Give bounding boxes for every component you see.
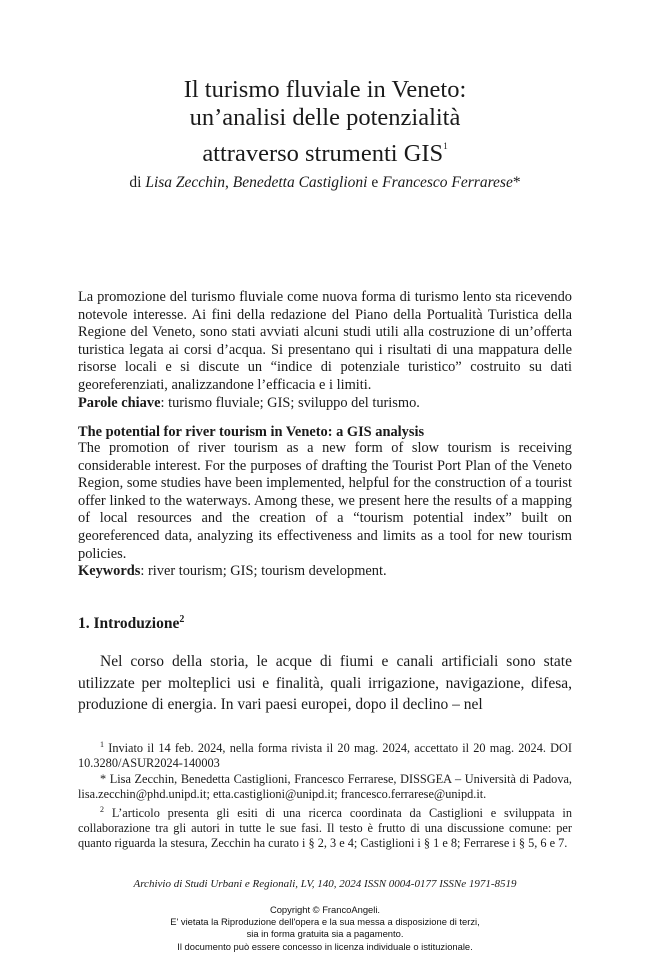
copyright-line-2: E' vietata la Riproduzione dell'opera e la sua messa a disposizione di terzi, [170, 916, 480, 928]
abstract-italian [78, 289, 572, 412]
section-footnote-mark[interactable]: 2 [179, 614, 185, 625]
author-name-3: Francesco Ferrarese [382, 174, 513, 191]
article-title [0, 76, 650, 168]
title-line-2: un’analisi delle potenzialità [189, 104, 461, 131]
footnote-1-mark: 1 [100, 740, 104, 749]
journal-citation: Archivio di Studi Urbani e Regionali, LV, 140, 2024 ISSN 0004-0177 ISSNe 1971-8519 [133, 878, 517, 890]
keywords-italian-label: Parole chiave [78, 394, 161, 411]
intro-paragraph: Nel corso della storia, le acque di fiumi e canali artificiali sono state utilizzate per molteplici usi e finalità, quali irrigazione, navigazione, difesa, produzione di energia. In vari paesi europei, dopo il declino – nel [78, 653, 572, 713]
keywords-italian-values: : turismo fluviale; GIS; sviluppo del turismo. [160, 394, 420, 411]
abstract-italian-text: La promozione del turismo fluviale come nuova forma di turismo lento sta ricevendo notevole interesse. Ai fini della redazione del Piano della Portualità Turistica della Regione del Veneto, sono stati avviati alcuni studi utili alla costruzione di un’offerta turistica legata ai corsi d’acqua. Si presentano qui i risultati di una mappatura delle risorse locali e si discute un “indice di potenziale turistico” costruito su dati georeferenziati, analizzandone l’efficacia e i limiti. [78, 289, 572, 393]
author-separator: , [224, 174, 233, 191]
author-line [0, 174, 650, 192]
footnote-2-mark: 2 [100, 804, 104, 814]
footnotes [78, 737, 572, 852]
keywords-english-values: : river tourism; GIS; tourism development. [140, 563, 387, 580]
keywords-english [78, 563, 387, 579]
keywords-english-label: Keywords [78, 563, 141, 580]
footnote-2-text: L’articolo presenta gli esiti di una ricerca coordinata da Castiglioni e sviluppata in collaborazione tra gli autori in tutte le sue fasi. Il testo è frutto di una discussione comune: per quanto riguarda la stesura, Zecchin ha curato i § 2, 3 e 4; Castiglioni i § 1 e 8; Ferrarese i § 5, 6 e 7. [78, 806, 572, 851]
title-line-3 [0, 132, 650, 168]
authors-footnote-mark[interactable]: * [512, 174, 521, 191]
abstract-english [78, 440, 572, 581]
section-heading-text: 1. Introduzione [78, 615, 180, 633]
abstract-english-text: The promotion of river tourism as a new form of slow tourism is receiving considerable interest. For the purposes of drafting the Tourist Port Plan of the Veneto Region, some studies have been implemented, helpful for the construction of a tourist offer linked to the waterways. Among these, we present here the results of a mapping of local resources and the creation of a “tourism potential index” built on georeferenced data, analyzing its effectiveness and limits as a tool for new tourism policies. [78, 440, 572, 562]
footnote-authors: * Lisa Zecchin, Benedetta Castiglioni, Francesco Ferrarese, DISSGEA – Università di Padova, lisa.zecchin@phd.unipd.it; etta.castiglioni@unipd.it; francesco.ferrarese@unipd.it. [78, 771, 572, 801]
abstract-english-title: The potential for river tourism in Veneto: a GIS analysis [78, 424, 425, 440]
footnote-1-text: Inviato il 14 feb. 2024, nella forma rivista il 20 mag. 2024, accettato il 20 mag. 2024. DOI 10.3280/ASUR2024-140003 [78, 741, 572, 771]
section-heading [78, 614, 184, 633]
footnote-1 [78, 737, 572, 772]
authors-conjunction: e [371, 174, 379, 191]
copyright-line-3: sia in forma gratuita sia a pagamento. [246, 928, 404, 940]
title-footnote-mark[interactable]: 1 [443, 141, 448, 151]
keywords-italian [78, 395, 420, 411]
footnote-2 [78, 802, 572, 852]
authors-prefix: di [129, 174, 142, 191]
copyright-line-4: Il documento può essere concesso in licenza individuale o istituzionale. [177, 940, 473, 952]
title-line-3-text: attraverso strumenti GIS [202, 140, 444, 167]
author-name-1: Lisa Zecchin [145, 174, 225, 191]
copyright-notice [0, 904, 650, 953]
copyright-line-1: Copyright © FrancoAngeli. [269, 904, 381, 915]
title-line-1: Il turismo fluviale in Veneto: [183, 76, 467, 103]
author-name-2: Benedetta Castiglioni [232, 174, 368, 191]
